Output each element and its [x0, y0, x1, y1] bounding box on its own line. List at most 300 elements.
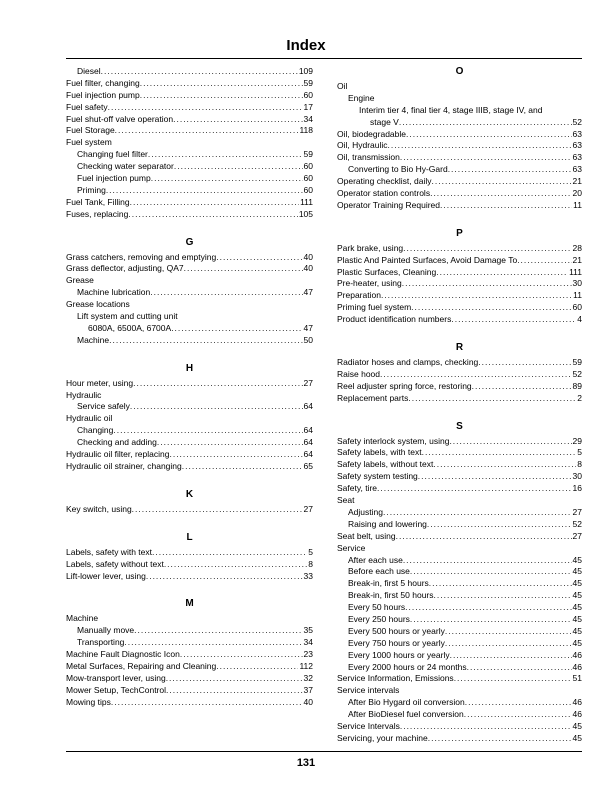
- dot-leader: [400, 721, 572, 733]
- index-entry: [66, 287, 313, 299]
- index-entry-page: 60: [572, 302, 582, 313]
- index-entry-page: 37: [303, 684, 313, 695]
- dot-leader: [140, 78, 303, 90]
- index-entry-page: 4: [577, 314, 582, 325]
- dot-leader: [418, 471, 572, 483]
- index-entry-text: Plastic And Painted Surfaces, Avoid Damage To: [337, 254, 518, 265]
- dot-leader: [388, 140, 572, 152]
- index-entry-page: 5: [308, 546, 313, 557]
- dot-leader: [427, 519, 572, 531]
- dot-leader: [146, 571, 303, 583]
- index-entry-text: Manually move: [77, 625, 135, 636]
- index-entry: [66, 185, 313, 197]
- index-entry: [337, 602, 582, 614]
- index-entry: [337, 650, 582, 662]
- index-entry: [66, 625, 313, 637]
- dot-leader: [216, 252, 302, 264]
- index-entry-page: 59: [303, 149, 313, 160]
- index-entry-text: Pre-heater, using: [337, 278, 402, 289]
- dot-leader: [403, 243, 571, 255]
- index-entry-text: After each use: [348, 554, 403, 565]
- index-entry: [66, 323, 313, 335]
- dot-leader: [405, 602, 571, 614]
- index-entry-text: Operating checklist, daily: [337, 176, 432, 187]
- index-entry: [337, 566, 582, 578]
- index-entry-text: Safety labels, without text: [337, 459, 434, 470]
- section-letter-heading: G: [185, 236, 194, 248]
- index-entry-text: Machine Fault Diagnostic Icon: [66, 649, 180, 660]
- index-entry-page: 17: [303, 101, 313, 112]
- index-entry: [66, 425, 313, 437]
- dot-leader: [140, 90, 303, 102]
- index-entry-text: Reel adjuster spring force, restoring: [337, 380, 472, 391]
- footer-rule: [66, 751, 582, 752]
- dot-leader: [133, 378, 302, 390]
- section-letter-heading: O: [455, 66, 464, 77]
- index-entry-text: Interim tier 4, final tier 4, stage IIIB, stage IV, and: [359, 104, 543, 115]
- index-entry-text: Service: [337, 542, 366, 553]
- dot-leader: [445, 626, 572, 638]
- dot-leader: [182, 461, 303, 473]
- index-entry-text: Fuses, replacing: [66, 208, 129, 219]
- index-entry-page: 21: [572, 254, 582, 265]
- index-entry: [66, 390, 313, 402]
- index-entry-page: 34: [303, 113, 313, 124]
- index-entry: [66, 449, 313, 461]
- index-entry-page: 40: [303, 263, 313, 274]
- index-entry-page: 109: [298, 66, 313, 76]
- index-entry-page: 59: [572, 357, 582, 368]
- index-entry-page: 45: [572, 566, 582, 577]
- index-entry-page: 63: [572, 164, 582, 175]
- index-entry-page: 45: [572, 732, 582, 743]
- index-entry-page: 60: [303, 184, 313, 195]
- index-entry-page: 46: [572, 649, 582, 660]
- index-entry-page: 20: [572, 188, 582, 199]
- index-entry-text: Radiator hoses and clamps, checking: [337, 357, 479, 368]
- index-entry-page: 59: [303, 77, 313, 88]
- index-entry-page: 112: [299, 660, 313, 671]
- index-entry: [337, 531, 582, 543]
- index-entry-text: Break-in, first 5 hours: [348, 578, 429, 589]
- index-entry-text: Oil, biodegradable: [337, 128, 406, 139]
- index-entry: [337, 290, 582, 302]
- index-entry-page: 105: [298, 208, 313, 219]
- index-entry: [337, 709, 582, 721]
- index-entry-page: 64: [303, 425, 313, 436]
- index-entry-text: Key switch, using: [66, 503, 132, 514]
- dot-leader: [400, 152, 572, 164]
- index-entry-text: Every 50 hours: [348, 602, 406, 613]
- index-entry-text: Service safely: [77, 401, 130, 412]
- index-entry-page: 30: [572, 471, 582, 482]
- index-entry-text: Adjusting: [348, 506, 383, 517]
- index-entry: [337, 685, 582, 697]
- index-entry-page: 45: [572, 554, 582, 565]
- section-letter-heading: H: [185, 362, 194, 374]
- index-entry: [337, 507, 582, 519]
- index-entry: [337, 255, 582, 267]
- index-entry: [337, 555, 582, 567]
- index-entry-text: Engine: [348, 92, 375, 103]
- index-entry-page: 27: [572, 530, 582, 541]
- index-entry-page: 28: [572, 242, 582, 253]
- index-entry: [66, 637, 313, 649]
- index-entry: [66, 149, 313, 161]
- dot-leader: [406, 129, 572, 141]
- index-entry-text: Machine: [66, 613, 99, 624]
- index-entry: [337, 278, 582, 290]
- index-entry-page: 52: [572, 368, 582, 379]
- dot-leader: [111, 697, 303, 709]
- dot-leader: [166, 685, 303, 697]
- index-entry-text: Every 500 hours or yearly: [348, 625, 445, 636]
- dot-leader: [380, 369, 572, 381]
- dot-leader: [173, 114, 302, 126]
- index-entry-text: Checking and adding: [77, 437, 157, 448]
- dot-leader: [166, 673, 303, 685]
- index-entry-page: 35: [303, 625, 313, 636]
- section-letter-heading: R: [455, 342, 464, 354]
- index-column-left: [66, 66, 313, 709]
- index-entry-text: Hour meter, using: [66, 377, 134, 388]
- dot-leader: [472, 381, 572, 393]
- index-entry-text: Changing fuel filter: [77, 149, 148, 160]
- index-entry-text: Lift-lower lever, using: [66, 570, 146, 581]
- index-entry: [337, 243, 582, 255]
- index-entry: [66, 263, 313, 275]
- index-entry: [337, 302, 582, 314]
- index-entry-text: Product identification numbers: [337, 314, 452, 325]
- index-entry-text: Preparation: [337, 290, 381, 301]
- index-entry-text: Grease locations: [66, 299, 130, 310]
- dot-leader: [410, 566, 572, 578]
- dot-leader: [410, 614, 572, 626]
- index-entry: [337, 543, 582, 555]
- index-entry: [337, 483, 582, 495]
- dot-leader: [109, 335, 302, 347]
- index-entry: [337, 495, 582, 507]
- dot-leader: [115, 125, 299, 137]
- index-entry-page: 29: [572, 435, 582, 446]
- index-entry: [66, 571, 313, 583]
- index-entry-text: Service Information, Emissions: [337, 673, 454, 684]
- index-entry: [66, 299, 313, 311]
- index-entry: [337, 81, 582, 93]
- index-entry: [337, 267, 582, 279]
- index-entry-text: Metal Surfaces, Repairing and Cleaning: [66, 660, 217, 671]
- index-entry-text: Oil: [337, 81, 348, 91]
- index-entry-text: Oil, transmission: [337, 152, 400, 163]
- index-entry-page: 45: [572, 578, 582, 589]
- index-entry-page: 23: [303, 649, 313, 660]
- index-entry-text: Hydraulic oil filter, replacing: [66, 449, 170, 460]
- index-entry: [66, 461, 313, 473]
- index-entry-page: 89: [572, 380, 582, 391]
- index-entry-text: Diesel: [77, 66, 101, 76]
- index-entry-page: 60: [303, 161, 313, 172]
- index-entry: [66, 437, 313, 449]
- index-entry-page: 8: [577, 459, 582, 470]
- dot-leader: [448, 164, 572, 176]
- index-entry: [66, 547, 313, 559]
- dot-leader: [174, 161, 303, 173]
- dot-leader: [134, 625, 302, 637]
- index-entry-text: Raise hood: [337, 368, 381, 379]
- dot-leader: [449, 436, 571, 448]
- index-entry: [66, 66, 313, 78]
- index-entry-text: Before each use: [348, 566, 410, 577]
- dot-leader: [128, 209, 297, 221]
- index-entry-text: Changing: [77, 425, 114, 436]
- index-entry: [66, 401, 313, 413]
- index-entry-text: Priming: [77, 184, 106, 195]
- dot-leader: [130, 197, 299, 209]
- dot-leader: [396, 531, 572, 543]
- index-entry-text: Fuel shut-off valve operation: [66, 113, 174, 124]
- index-entry-text: Plastic Surfaces, Cleaning: [337, 266, 437, 277]
- index-entry-text: Seat: [337, 495, 355, 506]
- dot-leader: [422, 447, 577, 459]
- index-entry-text: Service intervals: [337, 685, 400, 696]
- section-letter-heading: K: [185, 488, 194, 500]
- index-entry-page: 5: [577, 447, 582, 458]
- index-entry: [66, 78, 313, 90]
- dot-leader: [124, 637, 302, 649]
- index-entry-text: Safety system testing: [337, 471, 418, 482]
- index-entry-text: Labels, safety with text: [66, 546, 152, 557]
- index-entry: [337, 314, 582, 326]
- index-entry: [337, 129, 582, 141]
- index-entry-page: 47: [303, 287, 313, 298]
- index-entry-text: Break-in, first 50 hours: [348, 590, 434, 601]
- index-entry-page: 46: [572, 697, 582, 708]
- index-entry-page: 27: [303, 503, 313, 514]
- index-entry: [66, 613, 313, 625]
- index-entry-text: Hydraulic: [66, 389, 102, 400]
- index-entry-page: 11: [573, 199, 582, 210]
- index-entry-text: stage V: [370, 116, 399, 127]
- dot-leader: [150, 287, 302, 299]
- dot-leader: [383, 507, 572, 519]
- dot-leader: [464, 709, 572, 721]
- index-entry-text: Labels, safety without text: [66, 558, 164, 569]
- index-entry: [337, 519, 582, 531]
- section-letter-heading: P: [456, 227, 463, 239]
- index-entry-text: Transporting: [77, 637, 125, 648]
- index-entry-text: Seat belt, using: [337, 530, 396, 541]
- dot-leader: [184, 263, 303, 275]
- dot-leader: [428, 733, 572, 745]
- dot-leader: [445, 638, 572, 650]
- index-entry-text: Converting to Bio Hy-Gard: [348, 164, 448, 175]
- index-entry: [337, 673, 582, 685]
- index-entry: [66, 114, 313, 126]
- index-entry-text: Grass catchers, removing and emptying: [66, 251, 217, 262]
- index-entry: [337, 381, 582, 393]
- index-entry: [66, 125, 313, 137]
- index-entry-page: 11: [573, 290, 582, 301]
- index-entry: [66, 673, 313, 685]
- index-entry-text: Park brake, using: [337, 242, 404, 253]
- index-entry-page: 64: [303, 437, 313, 448]
- index-entry: [337, 152, 582, 164]
- index-entry-text: Mower Setup, TechControl: [66, 684, 167, 695]
- index-entry-text: Oil, Hydraulic: [337, 140, 388, 151]
- index-entry: [66, 173, 313, 185]
- index-entry-page: 21: [572, 176, 582, 187]
- index-entry: [337, 697, 582, 709]
- index-entry-text: Servicing, your machine: [337, 732, 428, 743]
- dot-leader: [151, 173, 303, 185]
- index-entry: [66, 137, 313, 149]
- index-entry: [337, 638, 582, 650]
- index-entry: [66, 335, 313, 347]
- index-entry-page: 52: [572, 518, 582, 529]
- section-letter-heading: S: [456, 420, 463, 432]
- index-entry-page: 40: [303, 696, 313, 707]
- index-entry-page: 111: [300, 196, 313, 207]
- index-entry-page: 60: [303, 89, 313, 100]
- index-entry-text: Fuel injection pump: [77, 173, 151, 184]
- index-entry-page: 64: [303, 449, 313, 460]
- index-entry: [337, 721, 582, 733]
- index-entry-text: Hydraulic oil strainer, changing: [66, 460, 182, 471]
- dot-leader: [169, 449, 302, 461]
- dot-leader: [467, 662, 572, 674]
- index-entry-text: Safety, tire: [337, 483, 377, 494]
- dot-leader: [436, 267, 568, 279]
- index-entry-text: Fuel filter, changing: [66, 77, 140, 88]
- index-entry-text: Hydraulic oil: [66, 413, 113, 424]
- index-entry: [66, 661, 313, 673]
- index-entry-page: 8: [308, 558, 313, 569]
- dot-leader: [411, 302, 571, 314]
- index-entry-text: Safety labels, with text: [337, 447, 422, 458]
- index-entry: [337, 140, 582, 152]
- index-entry-text: Fuel injection pump: [66, 89, 140, 100]
- index-entry-page: 45: [572, 625, 582, 636]
- index-entry-page: 63: [572, 152, 582, 163]
- index-entry-page: 27: [572, 506, 582, 517]
- index-entry-text: Fuel system: [66, 137, 112, 148]
- index-entry-text: Priming fuel system: [337, 302, 412, 313]
- dot-leader: [216, 661, 298, 673]
- index-entry-text: Every 250 hours: [348, 613, 410, 624]
- index-entry-text: Raising and lowering: [348, 518, 427, 529]
- index-entry-page: 16: [572, 483, 582, 494]
- index-entry: [337, 117, 582, 129]
- dot-leader: [130, 401, 303, 413]
- index-entry: [66, 90, 313, 102]
- dot-leader: [106, 185, 303, 197]
- dot-leader: [157, 437, 303, 449]
- index-entry-text: Fuel safety: [66, 101, 108, 112]
- index-entry: [66, 649, 313, 661]
- index-entry: [66, 102, 313, 114]
- dot-leader: [432, 176, 572, 188]
- index-entry: [66, 197, 313, 209]
- index-entry-page: 52: [572, 116, 582, 127]
- index-entry-page: 30: [572, 278, 582, 289]
- dot-leader: [180, 649, 303, 661]
- index-entry-page: 45: [572, 602, 582, 613]
- index-entry: [337, 578, 582, 590]
- index-entry-page: 63: [572, 140, 582, 151]
- page-number: 131: [296, 757, 316, 769]
- index-entry: [66, 252, 313, 264]
- index-entry-text: Fuel Storage: [66, 125, 115, 136]
- index-entry-text: Replacement parts: [337, 392, 409, 403]
- index-entry: [66, 697, 313, 709]
- index-entry: [337, 436, 582, 448]
- index-entry-text: Every 2000 hours or 24 months: [348, 661, 467, 672]
- index-entry-text: Operator station controls: [337, 188, 431, 199]
- dot-leader: [148, 149, 303, 161]
- index-entry: [66, 161, 313, 173]
- index-entry-page: 45: [572, 720, 582, 731]
- index-entry: [66, 685, 313, 697]
- index-entry-page: 45: [572, 590, 582, 601]
- index-entry: [337, 471, 582, 483]
- index-entry-text: Machine: [77, 334, 110, 345]
- dot-leader: [434, 590, 572, 602]
- dot-leader: [402, 278, 572, 290]
- dot-leader: [451, 314, 576, 326]
- index-entry: [337, 733, 582, 745]
- index-entry: [337, 176, 582, 188]
- dot-leader: [478, 357, 571, 369]
- index-entry-page: 51: [572, 673, 582, 684]
- dot-leader: [377, 483, 572, 495]
- page-title: Index: [286, 37, 326, 54]
- dot-leader: [429, 578, 572, 590]
- index-entry: [337, 188, 582, 200]
- index-entry: [66, 209, 313, 221]
- dot-leader: [152, 547, 307, 559]
- index-entry-page: 47: [303, 322, 313, 333]
- index-entry: [337, 590, 582, 602]
- index-entry-page: 65: [303, 460, 313, 471]
- index-entry-page: 27: [303, 377, 313, 388]
- dot-leader: [399, 117, 572, 129]
- dot-leader: [433, 459, 576, 471]
- index-entry-text: After Bio Hygard oil conversion: [348, 697, 465, 708]
- index-column-right: [337, 66, 582, 745]
- index-entry-page: 34: [303, 637, 313, 648]
- dot-leader: [381, 290, 572, 302]
- dot-leader: [430, 188, 571, 200]
- index-entry-text: 6080A, 6500A, 6700A: [88, 322, 172, 333]
- dot-leader: [101, 66, 298, 78]
- index-entry: [337, 200, 582, 212]
- index-entry-text: Mow-transport lever, using: [66, 672, 166, 683]
- index-entry: [66, 311, 313, 323]
- dot-leader: [113, 425, 302, 437]
- index-entry-text: Checking water separator: [77, 161, 174, 172]
- index-entry-text: After BioDiesel fuel conversion: [348, 709, 464, 720]
- index-entry: [337, 662, 582, 674]
- index-entry: [337, 447, 582, 459]
- dot-leader: [171, 323, 302, 335]
- section-letter-heading: M: [185, 598, 194, 610]
- index-entry-page: 46: [572, 661, 582, 672]
- dot-leader: [440, 200, 572, 212]
- index-entry-page: 40: [303, 251, 313, 262]
- index-entry-page: 33: [303, 570, 313, 581]
- index-entry-page: 2: [577, 392, 582, 403]
- index-entry-text: Safety interlock system, using: [337, 435, 450, 446]
